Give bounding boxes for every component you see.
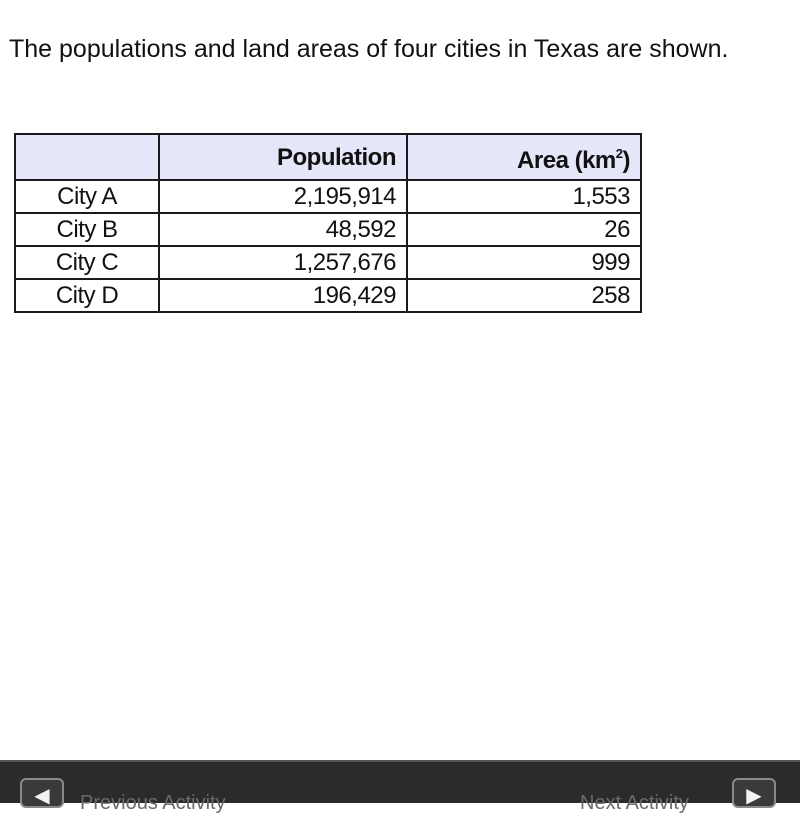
city-name: City B <box>15 213 159 246</box>
city-population: 196,429 <box>159 279 407 312</box>
city-population: 48,592 <box>159 213 407 246</box>
city-name: City D <box>15 279 159 312</box>
city-name: City A <box>15 180 159 213</box>
city-area: 1,553 <box>407 180 641 213</box>
header-area-text: Area (km <box>517 147 616 174</box>
city-data-table <box>14 133 642 313</box>
city-name: City C <box>15 246 159 279</box>
table-row <box>15 180 641 213</box>
next-activity-label[interactable]: Next Activity <box>580 792 689 814</box>
table-row <box>15 246 641 279</box>
activity-nav-bar <box>0 760 800 814</box>
city-population: 2,195,914 <box>159 180 407 213</box>
header-area-close: ) <box>622 147 630 174</box>
previous-activity-button[interactable] <box>20 778 64 808</box>
table-row <box>15 213 641 246</box>
next-activity-button[interactable] <box>732 778 776 808</box>
city-population: 1,257,676 <box>159 246 407 279</box>
city-area: 26 <box>407 213 641 246</box>
chevron-right-icon: ▶ <box>746 783 762 807</box>
header-population: Population <box>159 134 407 180</box>
chevron-left-icon: ◀ <box>34 783 50 807</box>
header-area <box>407 134 641 180</box>
question-text: The populations and land areas of four cities in Texas are shown. <box>9 35 729 63</box>
city-area: 258 <box>407 279 641 312</box>
header-area-superscript: 2 <box>615 146 623 161</box>
city-area: 999 <box>407 246 641 279</box>
table-row <box>15 279 641 312</box>
table-header-row <box>15 134 641 180</box>
previous-activity-label[interactable]: Previous Activity <box>80 792 226 814</box>
header-city <box>15 134 159 180</box>
